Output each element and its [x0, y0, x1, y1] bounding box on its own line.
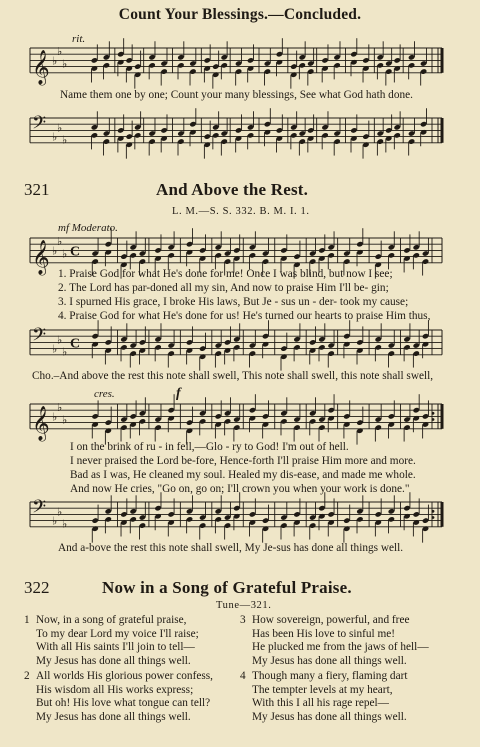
verse-line: 1. Praise God for what He's done for me! Once I was blind, but now I see;: [58, 268, 393, 280]
dynamic-marking: cres.: [94, 388, 115, 400]
chorus-line: Cho.–And above the rest this note shall swell, This note shall swell, this note shall swell,: [32, 370, 434, 382]
chorus-line: And a-bove the rest this note shall swell, My Je-sus has done all things well.: [58, 542, 404, 554]
music-staff: [0, 40, 480, 92]
stanza: [24, 614, 199, 668]
stanza-line: But oh! His love what tongue can tell?: [36, 697, 211, 710]
flat-sign-icon: ♭: [57, 236, 63, 249]
verse-line: 4. Praise God for what He's done for us! He's turned our hearts to praise Him thus,: [58, 310, 431, 322]
flat-sign-icon: ♭: [62, 134, 68, 147]
stanza-line: To my dear Lord my voice I'll raise;: [36, 627, 199, 640]
flat-sign-icon: ♭: [62, 518, 68, 531]
verse-line: I on the brink of ru - in fell,—Glo - ry to God! I'm out of hell.: [70, 441, 349, 453]
stanza-line: With all His saints I'll join to tell—: [36, 641, 195, 654]
verse-line: I never praised the Lord be-fore, Hence-forth I'll praise Him more and more.: [70, 455, 416, 467]
final-barline: [441, 48, 444, 73]
stanza-line: All worlds His glorious power confess,: [36, 670, 213, 682]
music-staff: [0, 322, 480, 374]
flat-sign-icon: ♭: [57, 334, 63, 347]
stanza-line: My Jesus has done all things well.: [36, 710, 191, 723]
hymn-tune: Tune—321.: [216, 600, 272, 611]
hymn-title: Now in a Song of Grateful Praise.: [102, 578, 352, 597]
stanza-line: His wisdom all His works express;: [36, 683, 194, 696]
lyric-line: Name them one by one; Count your many blessings, See what God hath done.: [60, 89, 413, 101]
verse-line: Bad as I was, He cleaned my soul. Healed my dis-ease, and made me whole.: [70, 469, 416, 481]
flat-sign-icon: ♭: [52, 245, 58, 258]
stanza-line: How sovereign, powerful, and free: [252, 614, 410, 626]
flat-sign-icon: ♭: [52, 411, 58, 424]
flat-sign-icon: ♭: [57, 122, 63, 135]
hymn-title: And Above the Rest.: [156, 180, 309, 199]
stanza: [240, 670, 408, 724]
stanza-line: My Jesus has done all things well.: [252, 654, 407, 667]
hymn-number: 322: [24, 578, 50, 597]
dynamic-marking: f: [176, 386, 181, 401]
flat-sign-icon: ♭: [52, 55, 58, 68]
bass-clef-icon: 𝄢: [32, 496, 47, 521]
music-staff: [0, 110, 480, 162]
final-barline: [441, 118, 444, 143]
time-signature: C: [70, 336, 81, 352]
repeat-dot: [432, 418, 435, 421]
stanza: [240, 614, 429, 668]
flat-sign-icon: ♭: [62, 346, 68, 359]
music-staff: [0, 494, 480, 546]
stanza-line: He plucked me from the jaws of hell—: [252, 641, 429, 654]
stanza-number: 2: [24, 670, 30, 682]
flat-sign-icon: ♭: [52, 515, 58, 528]
bass-clef-icon: 𝄢: [32, 112, 47, 137]
time-signature: C: [70, 244, 81, 260]
treble-clef-icon: 𝄞: [32, 240, 50, 274]
flat-sign-icon: ♭: [62, 248, 68, 261]
stanza-line: Has been His love to sinful me!: [252, 627, 396, 640]
stanza-line: The tempter levels at my heart,: [252, 683, 393, 696]
stanza-number: 4: [240, 670, 246, 682]
stanza-line: Though many a fiery, flaming dart: [252, 670, 408, 682]
bass-clef-icon: 𝄢: [32, 324, 47, 349]
flat-sign-icon: ♭: [62, 58, 68, 71]
verse-line: 2. The Lord has par-doned all my sin, And now to praise Him I'll be- gin;: [58, 282, 389, 294]
page-title: Count Your Blessings.—Concluded.: [118, 6, 362, 23]
flat-sign-icon: ♭: [52, 343, 58, 356]
final-barline: [441, 502, 444, 527]
stanza-number: 1: [24, 614, 30, 626]
flat-sign-icon: ♭: [57, 506, 63, 519]
hymn-meter: L. M.—S. S. 332. B. M. I. 1.: [172, 206, 310, 217]
stanza-number: 3: [240, 614, 246, 626]
hymn-number: 321: [24, 180, 50, 199]
repeat-dot: [432, 510, 435, 513]
repeat-dot: [432, 516, 435, 519]
tempo-marking: rit.: [72, 33, 86, 45]
verse-line: 3. I spurned His grace, I broke His laws, But Je - sus un - der- took my cause;: [58, 296, 409, 308]
repeat-dot: [432, 412, 435, 415]
stanza-line: Now, in a song of grateful praise,: [36, 614, 187, 626]
flat-sign-icon: ♭: [62, 414, 68, 427]
stanza-line: With this I all his rage repel—: [252, 697, 389, 710]
treble-clef-icon: 𝄞: [32, 406, 50, 440]
stanza-line: My Jesus has done all things well.: [36, 654, 191, 667]
tempo-marking: mf Moderato.: [58, 222, 118, 234]
flat-sign-icon: ♭: [52, 131, 58, 144]
verse-line: And now He cries, "Go on, go on; I'll crown you when your work is done.": [70, 483, 410, 495]
stanza-line: My Jesus has done all things well.: [252, 710, 407, 723]
flat-sign-icon: ♭: [57, 402, 63, 415]
treble-clef-icon: 𝄞: [32, 50, 50, 84]
final-barline: [441, 404, 444, 429]
stanza: [24, 670, 213, 724]
flat-sign-icon: ♭: [57, 46, 63, 59]
